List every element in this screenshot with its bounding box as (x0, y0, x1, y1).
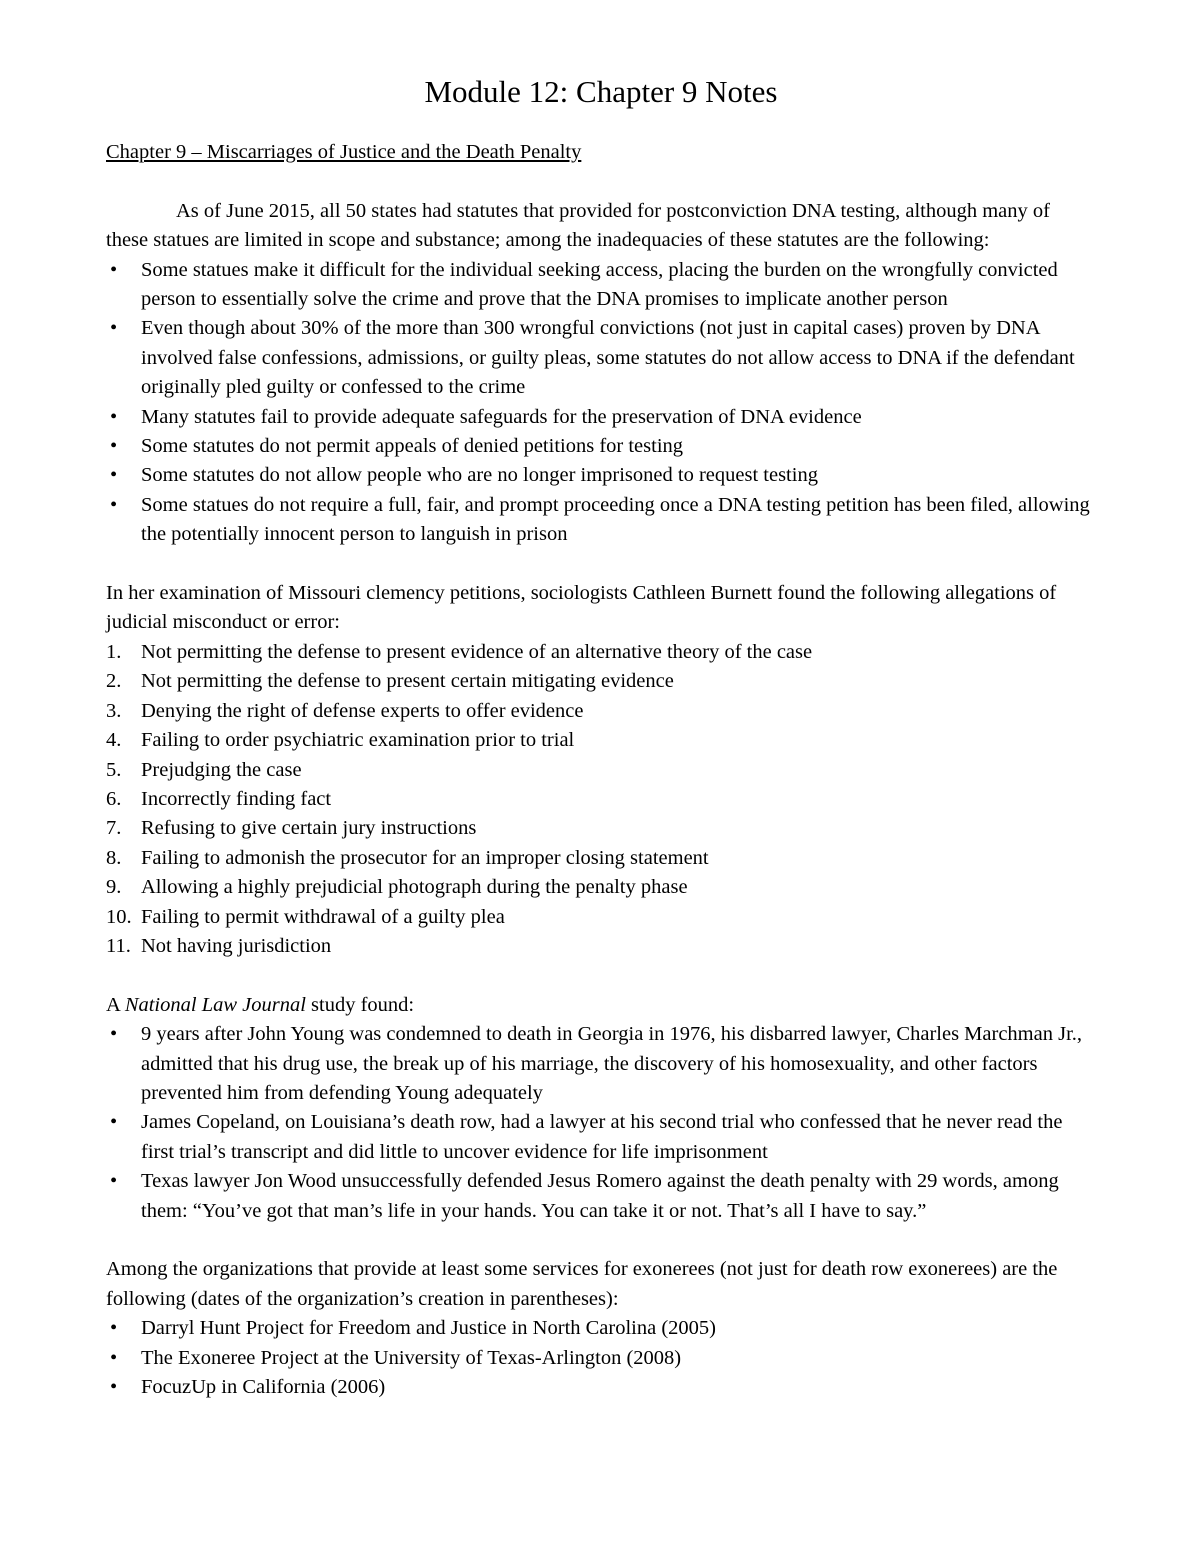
chapter-subtitle: Chapter 9 – Miscarriages of Justice and the Death Penalty (106, 141, 582, 163)
bullet-icon: • (110, 1317, 118, 1340)
list-number: 10. (106, 905, 132, 928)
list-item: • Some statues do not require a full, fair, and prompt proceeding once a DNA testing petition has been filed, allowing the potentially innocent person to languish in prison (106, 491, 1096, 550)
list-item: 9. Allowing a highly prejudicial photograph during the penalty phase (106, 873, 1096, 902)
list-item: • Some statutes do not allow people who are no longer imprisoned to request testing (106, 461, 1096, 490)
list-item: 2. Not permitting the defense to present certain mitigating evidence (106, 667, 1096, 696)
journal-name: National Law Journal (124, 993, 306, 1016)
list-item: • Some statues make it difficult for the individual seeking access, placing the burden on the wrongfully convicted person to essentially solve the crime and prove that the DNA promises to implicate another person (106, 256, 1096, 315)
section2-list (106, 638, 1096, 961)
section4-intro: Among the organizations that provide at least some services for exonerees (not just for death row exonerees) are the following (dates of the organization’s creation in parentheses): (106, 1258, 1058, 1310)
bullet-icon: • (110, 1111, 118, 1134)
list-number: 8. (106, 846, 122, 869)
section3-intro: A National Law Journal study found: (106, 993, 415, 1016)
list-number: 2. (106, 670, 122, 693)
bullet-icon: • (110, 1346, 118, 1369)
list-item: 8. Failing to admonish the prosecutor for an improper closing statement (106, 844, 1096, 873)
bullet-icon: • (110, 317, 118, 340)
list-item: 7. Refusing to give certain jury instructions (106, 814, 1096, 843)
list-item: 5. Prejudging the case (106, 756, 1096, 785)
bullet-icon: • (110, 493, 118, 516)
bullet-icon: • (110, 405, 118, 428)
list-item: • 9 years after John Young was condemned to death in Georgia in 1976, his disbarred lawyer, Charles Marchman Jr., admitted that his drug use, the break up of his marriage, the discovery of his homosexuality, and other factors prevented him from defending Young adequately (106, 1020, 1096, 1108)
list-item: 4. Failing to order psychiatric examination prior to trial (106, 726, 1096, 755)
section4-list (106, 1314, 1096, 1402)
bullet-icon: • (110, 1376, 118, 1398)
list-item: 6. Incorrectly finding fact (106, 785, 1096, 814)
section2-intro: In her examination of Missouri clemency petitions, sociologists Cathleen Burnett found the following allegations of judicial misconduct or error: (106, 582, 1057, 634)
list-item: • Some statutes do not permit appeals of denied petitions for testing (106, 432, 1096, 461)
list-number: 6. (106, 787, 122, 810)
section1-list (106, 256, 1096, 550)
list-item: 1. Not permitting the defense to present evidence of an alternative theory of the case (106, 638, 1096, 667)
page-title: Module 12: Chapter 9 Notes (424, 74, 778, 109)
list-item: • FocuzUp in California (2006) (106, 1373, 1096, 1402)
section3-list (106, 1020, 1096, 1226)
list-item: • Even though about 30% of the more than 300 wrongful convictions (not just in capital cases) proven by DNA involved false confessions, admissions, or guilty pleas, some statutes do not allow access to DNA if the defendant originally pled guilty or confessed to the crime (106, 314, 1096, 402)
list-item: • Many statutes fail to provide adequate safeguards for the preservation of DNA evidence (106, 403, 1096, 432)
list-item: • Darryl Hunt Project for Freedom and Justice in North Carolina (2005) (106, 1314, 1096, 1343)
list-item: 3. Denying the right of defense experts to offer evidence (106, 697, 1096, 726)
list-item: 11. Not having jurisdiction (106, 932, 1096, 961)
bullet-icon: • (110, 1170, 118, 1193)
list-number: 7. (106, 817, 122, 840)
list-number: 1. (106, 640, 122, 663)
bullet-icon: • (110, 1023, 118, 1046)
bullet-icon: • (110, 435, 118, 458)
list-number: 4. (106, 729, 122, 752)
list-number: 11. (106, 934, 131, 957)
list-number: 9. (106, 876, 122, 899)
list-item: • James Copeland, on Louisiana’s death row, had a lawyer at his second trial who confessed that he never read the first trial’s transcript and did little to uncover evidence for life imprisonment (106, 1108, 1096, 1167)
list-number: 5. (106, 758, 122, 781)
list-item: • Texas lawyer Jon Wood unsuccessfully defended Jesus Romero against the death penalty with 29 words, among them: “You’ve got that man’s life in your hands. You can take it or not. That’s all I have to say.” (106, 1167, 1096, 1226)
section1-intro: As of June 2015, all 50 states had statutes that provided for postconviction DNA testing, although many of these statues are limited in scope and substance; among the inadequacies of these statutes are the following: (106, 199, 1050, 252)
list-item: • The Exoneree Project at the University of Texas-Arlington (2008) (106, 1344, 1096, 1373)
bullet-icon: • (110, 464, 118, 487)
list-number: 3. (106, 699, 122, 722)
bullet-icon: • (110, 258, 118, 281)
list-item: 10. Failing to permit withdrawal of a guilty plea (106, 903, 1096, 932)
